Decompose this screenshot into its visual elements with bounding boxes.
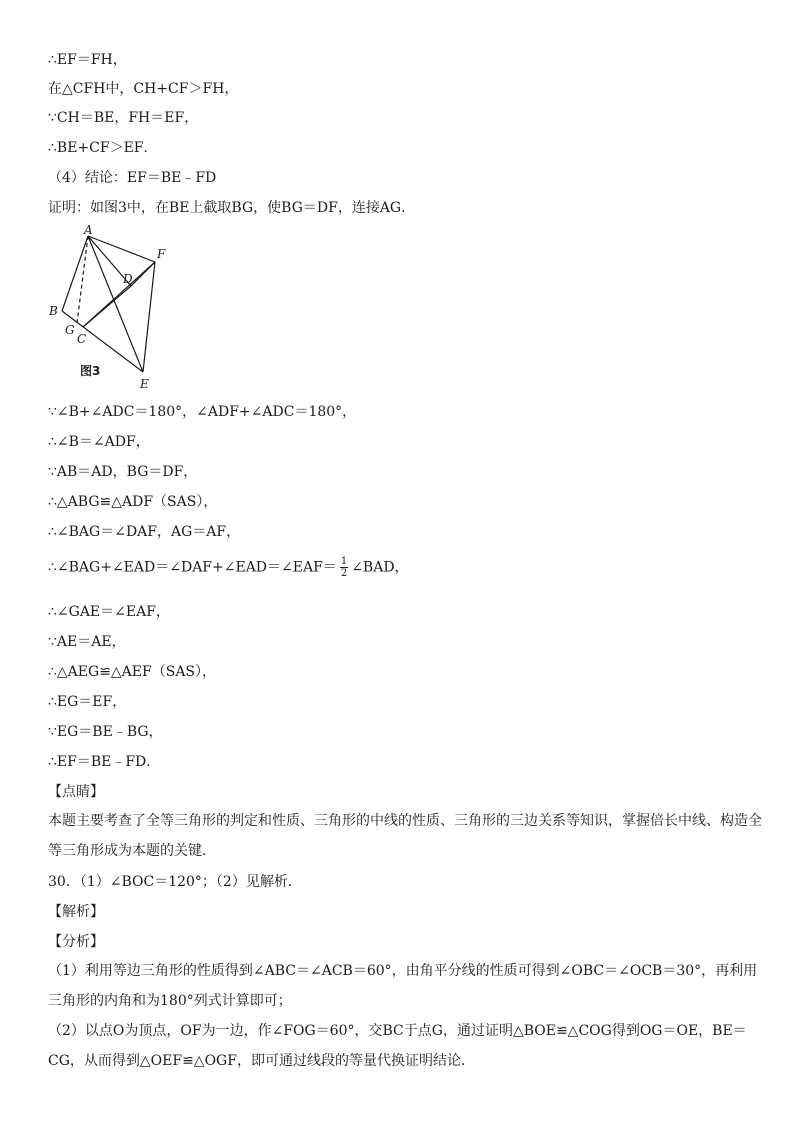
- point-label-e: E: [140, 377, 149, 391]
- proof-line-18: ∴EF＝BE﹣FD．: [48, 754, 161, 770]
- proof-line-10: ∴△ABG≌△ADF（SAS），: [48, 494, 218, 510]
- fraction-numerator: 1: [340, 556, 348, 567]
- point-label-g: G: [65, 323, 75, 337]
- point-label-d: D: [123, 272, 133, 286]
- question-30-answer: 30．（1）∠BOC＝120°；（2）见解析．: [48, 874, 302, 890]
- proof-line-15: ∴△AEG≌△AEF（SAS），: [48, 664, 217, 680]
- section-heading-dianjing: 【点睛】: [48, 784, 104, 800]
- analysis-part-1: （1）利用等边三角形的性质得到∠ABC＝∠ACB＝60°，由角平分线的性质可得到∠OBC＝∠OCB＝30°，再利用三角形的内角和为180°列式计算即可；: [48, 963, 758, 1009]
- proof-line-11: ∴∠BAG＝∠DAF，AG＝AF，: [48, 524, 241, 540]
- analysis-part-2: （2）以点O为顶点，OF为一边，作∠FOG＝60°，交BC于点G，通过证明△BOE≌△COG得到OG＝OE，BE＝CG，从而得到△OEF≌△OGF，即可通过线段的等量代换证明结论．: [48, 1023, 747, 1069]
- section-heading-fenxi: 【分析】: [48, 934, 104, 950]
- fraction-one-half: [340, 556, 348, 579]
- proof-line-12-suffix: ∠BAD，: [351, 559, 409, 576]
- proof-line-13: ∴∠GAE＝∠EAF，: [48, 604, 170, 620]
- fraction-denominator: 2: [340, 568, 348, 579]
- proof-line-12-prefix: ∴∠BAG+∠EAD＝∠DAF+∠EAD＝∠EAF＝: [48, 559, 337, 576]
- proof-line-14: ∵AE＝AE，: [48, 634, 126, 650]
- summary-paragraph: 本题主要考查了全等三角形的判定和性质、三角形的中线的性质、三角形的三边关系等知识，掌握倍长中线、构造全等三角形成为本题的关键．: [48, 813, 762, 859]
- conclusion-line: （4）结论：EF＝BE﹣FD: [48, 170, 217, 186]
- segment-df: [131, 262, 155, 286]
- point-label-c: C: [77, 332, 87, 346]
- proof-intro-line: 证明：如图3中，在BE上截取BG，使BG＝DF，连接AG．: [48, 200, 416, 216]
- point-label-a: A: [84, 223, 93, 237]
- point-label-b: B: [49, 304, 58, 318]
- proof-line-2: 在△CFH中，CH+CF＞FH，: [48, 81, 239, 97]
- proof-line-12: [48, 556, 409, 579]
- segment-ag-dashed: [77, 236, 88, 323]
- proof-line-9: ∵AB＝AD，BG＝DF，: [48, 464, 198, 480]
- segment-ab: [62, 236, 88, 311]
- proof-line-17: ∵EG＝BE﹣BG，: [48, 724, 163, 740]
- figure-svg: [44, 222, 174, 394]
- proof-line-7: ∵∠B+∠ADC＝180°，∠ADF+∠ADC＝180°，: [48, 404, 357, 420]
- section-heading-jiexi: 【解析】: [48, 904, 104, 920]
- segment-fe: [143, 262, 155, 372]
- point-label-f: F: [157, 247, 166, 261]
- geometry-figure-3: [44, 222, 174, 394]
- figure-caption: 图3: [80, 364, 101, 378]
- proof-line-16: ∴EG＝EF，: [48, 694, 127, 710]
- proof-line-8: ∴∠B＝∠ADF，: [48, 434, 150, 450]
- proof-line-4: ∴BE+CF＞EF．: [48, 140, 158, 156]
- segment-af: [88, 236, 155, 262]
- proof-line-1: ∴EF＝FH，: [48, 52, 127, 68]
- proof-line-3: ∵CH＝BE，FH＝EF，: [48, 110, 199, 126]
